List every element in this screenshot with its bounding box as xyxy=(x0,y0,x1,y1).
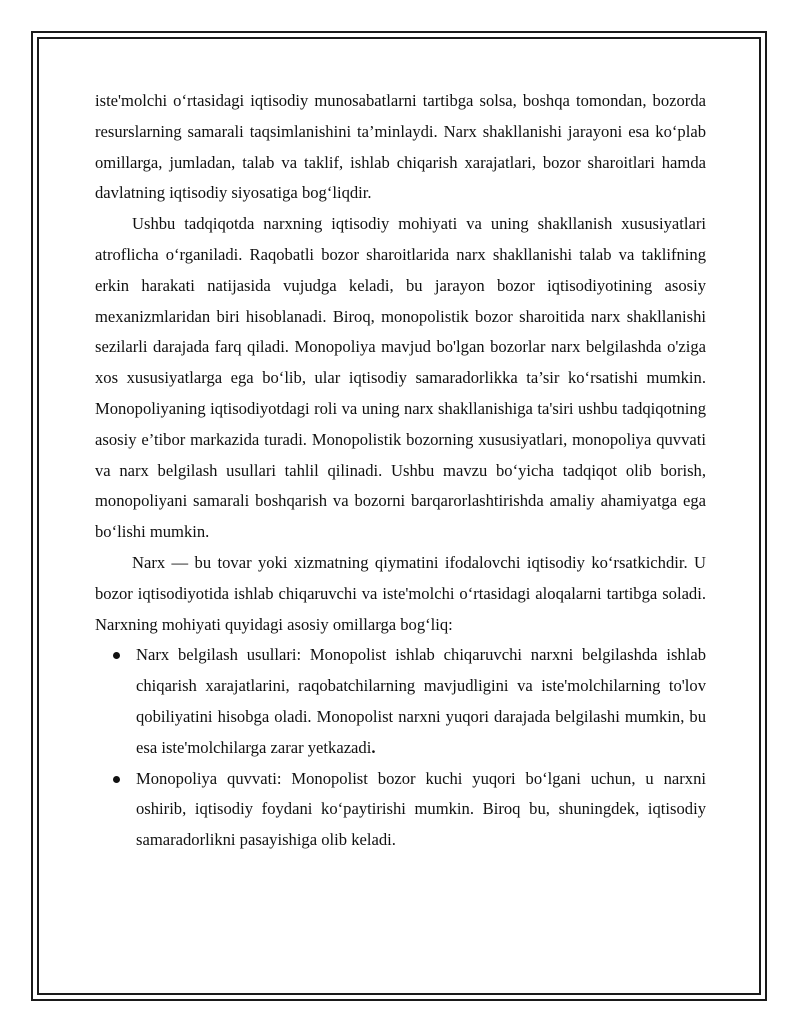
document-body xyxy=(95,86,706,856)
paragraph-1: iste'molchi o‘rtasidagi iqtisodiy munosabatlarni tartibga solsa, boshqa tomondan, bozorda resurslarning samarali taqsimlanishini ta’minlaydi. Narx shakllanishi jarayoni esa ko‘plab omillarga, jumladan, talab va taklif, ishlab chiqarish xarajatlari, bozor sharoitlari hamda davlatning iqtisodiy siyosatiga bog‘liqdir. xyxy=(95,91,706,203)
bullet-list xyxy=(95,640,706,856)
paragraph-2: Ushbu tadqiqotda narxning iqtisodiy mohiyati va uning shakllanish xususiyatlari atroflicha o‘rganiladi. Raqobatli bozor sharoitlarida narx shakllanishi talab va taklifning erkin harakati natijasida vujudga keladi, bu jarayon bozor iqtisodiyotining asosiy mexanizmlaridan biri hisoblanadi. Biroq, monopolistik bozor sharoitida narx shakllanishi sezilarli darajada farq qiladi. Monopoliya mavjud bo'lgan bozorlar narx belgilashda o'ziga xos xususiyatlarga ega bo‘lib, ular iqtisodiy samaradorlikka ta’sir ko‘rsatishi mumkin. Monopoliyaning iqtisodiyotdagi roli va uning narx shakllanishiga ta'siri ushbu tadqiqotning asosiy e’tibor markazida turadi. Monopolistik bozorning xususiyatlari, monopoliya quvvati va narx belgilash usullari tahlil qilinadi. Ushbu mavzu bo‘yicha tadqiqot olib borish, monopoliyani samarali boshqarish va bozorni barqarorlashtirishda amaliy ahamiyatga ega bo‘lishi mumkin. xyxy=(95,214,706,542)
bullet-item-pricing-methods xyxy=(95,640,706,763)
paragraph-3: Narx — bu tovar yoki xizmatning qiymatini ifodalovchi iqtisodiy ko‘rsatkichdir. U bozor iqtisodiyotida ishlab chiqaruvchi va iste'molchi o‘rtasidagi aloqalarni tartibga soladi. Narxning mohiyati quyidagi asosiy omillarga bog‘liq: xyxy=(95,552,706,634)
bullet-end-mark: . xyxy=(371,737,376,757)
bullet-text: Narx belgilash usullari: Monopolist ishlab chiqaruvchi narxni belgilashda ishlab chiqarish xarajatlarini, raqobatchilarning mavjudligini va iste'molchilarning to'lov qobiliyatini hisobga oladi. Monopolist narxni yuqori darajada belgilashi mumkin, bu esa iste'molchilarga zarar yetkazadi xyxy=(136,645,706,757)
bullet-text: Monopoliya quvvati: Monopolist bozor kuchi yuqori bo‘lgani uchun, u narxni oshirib, iqtisodiy foydani ko‘paytirishi mumkin. Biroq bu, shuningdek, iqtisodiy samaradorlikni pasayishiga olib keladi. xyxy=(136,768,706,850)
bullet-item-monopoly-power xyxy=(95,764,706,856)
bullet-icon xyxy=(113,652,120,659)
bullet-icon xyxy=(113,776,120,783)
